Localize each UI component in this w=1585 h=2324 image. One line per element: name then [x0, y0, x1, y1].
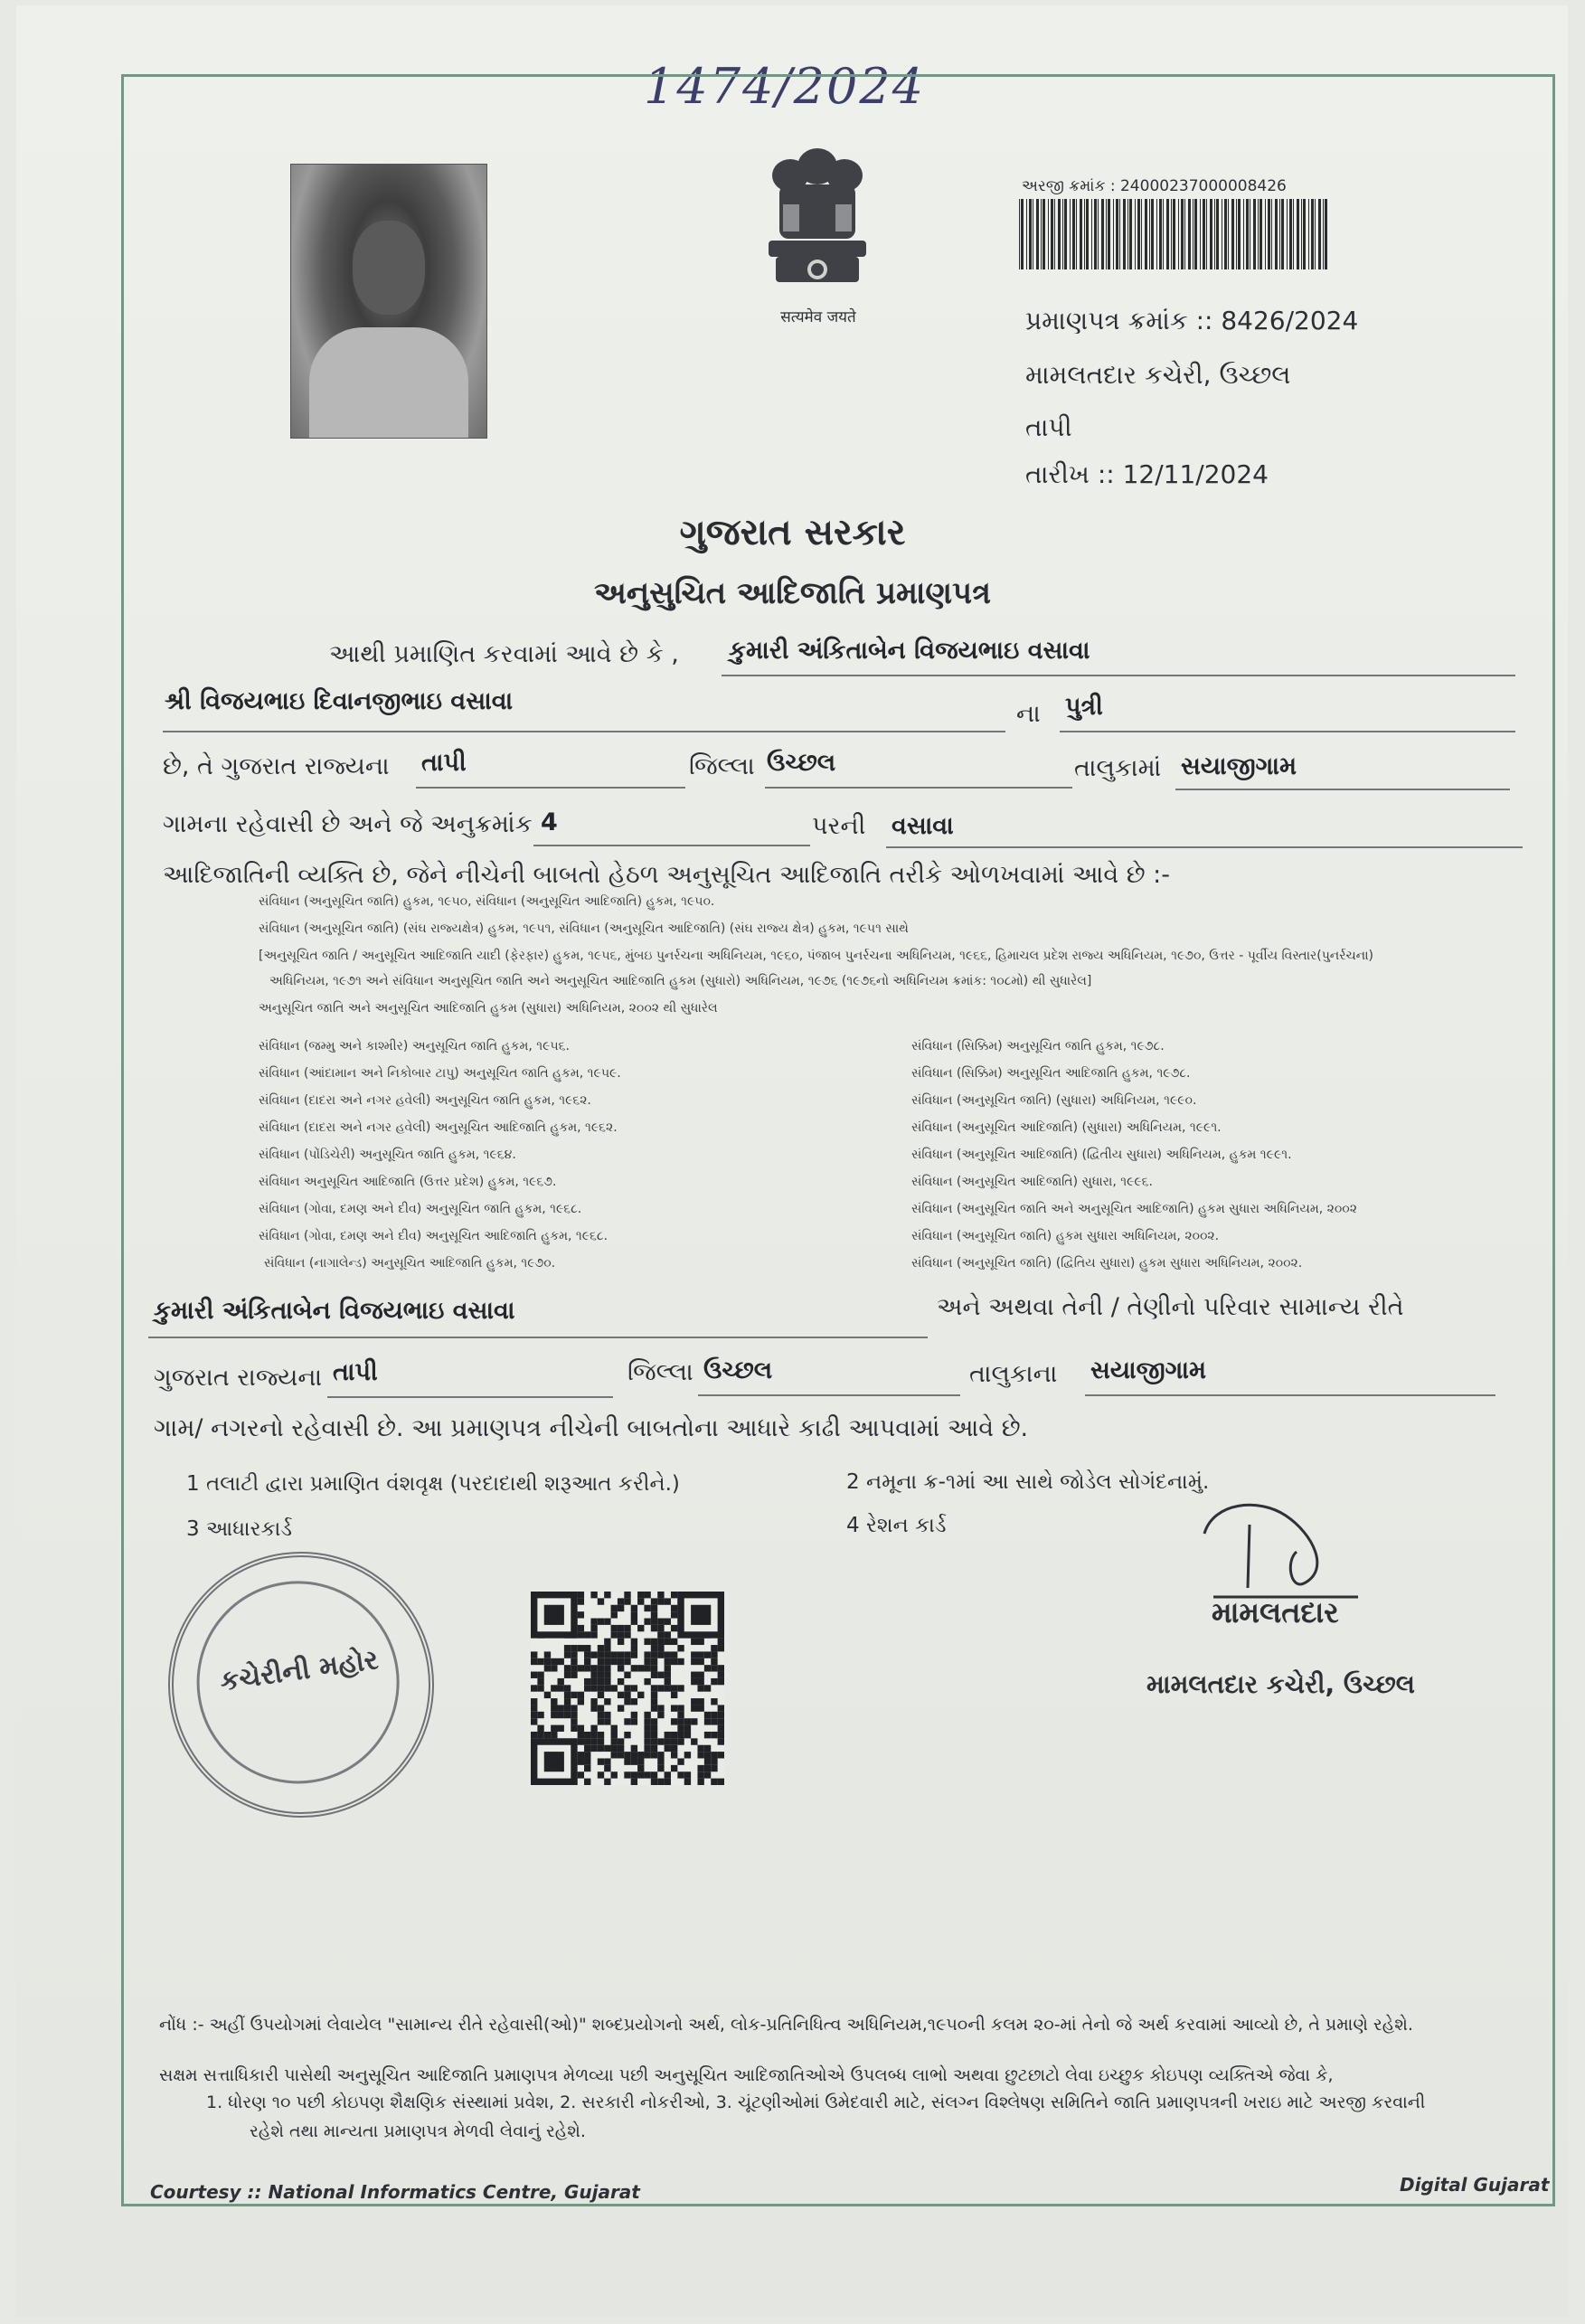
note-text: નોંધ :- અહીં ઉપયોગમાં લેવાયેલ "સામાન્ય રીતે રહેવાસી(ઓ)" શબ્દપ્રયોગનો અર્થ, લોક-પ્રતિનિધિત્વ અધિનિયમ,૧૯૫૦ની કલમ ૨૦-માં તેનો જે અર્થ કરવામાં આવ્યો છે, તે પ્રમાણે રહેશે. — [159, 2015, 1413, 2035]
note-text: રહેશે તથા માન્યતા પ્રમાણપત્ર મેળવી લેવાનું રહેશે. — [250, 2121, 586, 2141]
law-text: સંવિધાન (જમ્મુ અને કાશ્મીર) અનુસૂચિત જાતિ હુકમ, ૧૯૫૬. — [259, 1039, 570, 1053]
law-text: અનુસૂચિત જાતિ અને અનુસૂચિત આદિજાતિ હુકમ (સુધારા) અધિનિયમ, ૨૦૦૨ થી સુધારેલ — [259, 1001, 718, 1016]
family-text: અને અથવા તેની / તેણીનો પરિવાર સામાન્ય રીતે — [937, 1293, 1404, 1321]
issue-date: તારીખ :: 12/11/2024 — [1025, 459, 1269, 489]
application-number: અરજી ક્રમાંક : 24000237000008426 — [1022, 177, 1287, 195]
government-title: ગુજરાત સરકાર — [679, 512, 906, 553]
relation-connector: ના — [1016, 700, 1041, 728]
law-text: સંવિધાન અનુસૂચિત આદિજાતિ (ઉત્તર પ્રદેશ) હુકમ, ૧૯૬૭. — [259, 1175, 557, 1189]
law-text: સંવિધાન (સિક્કિમ) અનુસૂચિત જાતિ હુકમ, ૧૯૭૮. — [911, 1039, 1165, 1053]
law-text: સંવિધાન (અનુસૂચિત આદિજાતિ) સુધારા, ૧૯૯૬. — [911, 1175, 1153, 1189]
signature-icon — [1195, 1497, 1376, 1606]
resident-text: ગામના રહેવાસી છે અને જે અનુક્રમાંક — [163, 810, 533, 838]
taluka-label-2: તાલુકાના — [969, 1360, 1058, 1388]
recognition-text: આદિજાતિની વ્યક્તિ છે, જેને નીચેની બાબતો હેઠળ અનુસૂચિત આદિજાતિ તરીકે ઓળખવામાં આવે છે :- — [163, 861, 1171, 889]
note-text: 1. ધોરણ ૧૦ પછી કોઇપણ શૈક્ષણિક સંસ્થામાં પ્રવેશ, 2. સરકારી નોકરીઓ, 3. ચૂંટણીઓમાં ઉમેદવારી માટે, સંલગ્ન વિશ્લેષણ સમિતિને જાતિ પ્રમાણપત્રની ખરાઇ માટે અરજી કરવાની — [206, 2093, 1426, 2112]
certify-text: આથી પ્રમાણિત કરવામાં આવે છે કે , — [329, 640, 679, 668]
district-value-2: તાપી — [333, 1358, 378, 1386]
footer-courtesy: Courtesy :: National Informatics Centre, Gujarat — [150, 2181, 640, 2203]
issuing-district: તાપી — [1025, 412, 1072, 442]
applicant-name: કુમારી અંકિતાબેન વિજયભાઇ વસાવા — [729, 637, 1090, 665]
law-text: સંવિધાન (દાદરા અને નગર હવેલી) અનુસૂચિત આદિજાતિ હુકમ, ૧૯૬૨. — [259, 1120, 618, 1135]
law-text: સંવિધાન (અનુસૂચિત જાતિ) (સુધારા) અધિનિયમ, ૧૯૯૦. — [911, 1093, 1197, 1108]
tribe-value: વસાવા — [892, 812, 954, 840]
law-text: સંવિધાન (ગોવા, દમણ અને દીવ) અનુસૂચિત આદિજાતિ હુકમ, ૧૯૬૮. — [259, 1229, 609, 1243]
relation: પુત્રી — [1065, 693, 1103, 721]
district-value: તાપી — [421, 749, 467, 777]
law-text: [અનુસૂચિત જાતિ / અનુસૂચિત આદિજાતિ યાદી (ફેરફાર) હુકમ, ૧૯૫૬, મુંબઇ પુનર્રચના અધિનિયમ, ૧૯૬૦, પંજાબ પુનર્રચના અધિનિયમ, ૧૯૬૬, હિમાચલ પ્રદેશ રાજ્ય અધિનિયમ, ૧૯૭૦, ઉત્તર - પૂર્વીય વિસ્તાર(પુનર્રચના) — [259, 949, 1373, 963]
law-text: સંવિધાન (અનુસૂચિત જાતિ) (સંઘ રાજ્યક્ષેત્ર) હુકમ, ૧૯૫૧, સંવિધાન (અનુસૂચિત આદિજાતિ) (સંઘ રાજ્ય ક્ષેત્ર) હુકમ, ૧૯૫૧ સાથે — [259, 921, 909, 936]
issuing-office: મામલતદાર કચેરી, ઉચ્છલ — [1025, 360, 1291, 390]
law-text: સંવિધાન (અનુસૂચિત આદિજાતિ) (દ્વિતીય સુધારા) અધિનિયમ, હુકમ ૧૯૯૧. — [911, 1148, 1292, 1162]
law-text: સંવિધાન (અનુસૂચિત જાતિ) હુકમ, ૧૯૫૦, સંવિધાન (અનુસૂચિત આદિજાતિ) હુકમ, ૧૯૫૦. — [259, 894, 715, 909]
state-label-2: ગુજરાત રાજ્યના — [154, 1364, 323, 1392]
law-text: સંવિધાન (અનુસૂચિત જાતિ અને અનુસૂચિત આદિજાતિ) હુકમ સુધારા અધિનિયમ, ૨૦૦૨ — [911, 1202, 1357, 1216]
national-emblem-icon — [756, 141, 879, 295]
footer-brand: Digital Gujarat — [1400, 2174, 1550, 2196]
law-text: સંવિધાન (દાદરા અને નગર હવેલી) અનુસૂચિત જાતિ હુકમ, ૧૯૬૨. — [259, 1093, 591, 1108]
law-text: સંવિધાન (ગોવા, દમણ અને દીવ) અનુસૂચિત જાતિ હુકમ, ૧૯૬૮. — [259, 1202, 582, 1216]
taluka-value: ઉચ્છલ — [767, 749, 836, 777]
father-name: શ્રી વિજયભાઇ દિવાનજીભાઇ વસાવા — [165, 687, 514, 715]
note-text: સક્ષમ સત્તાધિકારી પાસેથી અનુસૂચિત આદિજાતિ પ્રમાણપત્ર મેળવ્યા પછી અનુસૂચિત આદિજાતિઓએ ઉપલબ્ધ લાભો અથવા છુટછાટો લેવા ઇચ્છુક કોઇપણ વ્યક્તિએ જેવા કે, — [159, 2065, 1334, 2085]
taluka-value-2: ઉચ્છલ — [703, 1356, 773, 1384]
law-text: સંવિધાન (અનુસૂચિત આદિજાતિ) (સુધારા) અધિનિયમ, ૧૯૯૧. — [911, 1120, 1222, 1135]
district-label: જિલ્લા — [689, 752, 755, 780]
basis-item-3: 3 આધારકાર્ડ — [186, 1517, 293, 1541]
serial-number: 4 — [541, 808, 558, 836]
law-text: સંવિધાન (અનુસૂચિત જાતિ) (દ્વિતિય સુધારા) હુકમ સુધારા અધિનિયમ, ૨૦૦૨. — [911, 1256, 1303, 1271]
qr-code-icon — [530, 1592, 725, 1785]
certificate-title: અનુસુચિત આદિજાતિ પ્રમાણપત્ર — [593, 575, 992, 611]
emblem-motto: सत्यमेव जयते — [780, 308, 856, 326]
basis-item-2: 2 નમૂના ક્ર-૧માં આ સાથે જોડેલ સોગંદનામું. — [846, 1470, 1210, 1494]
certificate-number: પ્રમાણપત્ર ક્રમાંક :: 8426/2024 — [1025, 306, 1359, 335]
village-value-2: સયાજીગામ — [1090, 1356, 1207, 1384]
basis-text: ગામ/ નગરનો રહેવાસી છે. આ પ્રમાણપત્ર નીચેની બાબતોના આધારે કાઢી આપવામાં આવે છે. — [154, 1414, 1029, 1442]
basis-item-1: 1 તલાટી દ્વારા પ્રમાણિત વંશવૃક્ષ (પરદાદાથી શરૂઆત કરીને.) — [186, 1472, 680, 1496]
signatory-office: મામલતદાર કચેરી, ઉચ્છલ — [1146, 1669, 1415, 1699]
law-text: સંવિધાન (અનુસૂચિત જાતિ) હુકમ સુધારા અધિનિયમ, ૨૦૦૨. — [911, 1229, 1220, 1243]
applicant-photo — [290, 164, 487, 439]
law-text: સંવિધાન (નાગાલેન્ડ) અનુસૂચિત આદિજાતિ હુકમ, ૧૯૭૦. — [264, 1256, 556, 1271]
district-label-2: જિલ્લા — [627, 1358, 693, 1386]
village-value: સયાજીગામ — [1181, 752, 1297, 780]
law-text: સંવિધાન (સિક્કિમ) અનુસૂચિત આદિજાતિ હુકમ, ૧૯૭૮. — [911, 1066, 1191, 1081]
state-text: છે, તે ગુજરાત રાજ્યના — [163, 752, 390, 780]
office-seal-stamp: કચેરીની મહોર — [151, 1535, 451, 1835]
basis-item-4: 4 રેશન કાર્ડ — [846, 1514, 947, 1537]
barcode-icon — [1019, 199, 1331, 269]
law-text: સંવિધાન (આંદામાન અને નિકોબાર ટાપુ) અનુસૂચિત જાતિ હુકમ, ૧૯૫૯. — [259, 1066, 621, 1081]
on-text: પરની — [812, 812, 866, 840]
applicant-name-repeat: કુમારી અંકિતાબેન વિજયભાઇ વસાવા — [154, 1297, 515, 1325]
handwritten-register-number: 1474/2024 — [644, 58, 926, 115]
law-text: સંવિધાન (પોંડિચેરી) અનુસૂચિત જાતિ હુકમ, ૧૯૬૪. — [259, 1148, 516, 1162]
signatory-title: મામલતદાર — [1212, 1595, 1339, 1630]
taluka-label: તાલુકામાં — [1074, 754, 1162, 782]
law-text: અધિનિયમ, ૧૯૭૧ અને સંવિધાન અનુસૂચિત જાતિ અને અનુસૂચિત આદિજાતિ હુકમ (સુધારો) અધિનિયમ, ૧૯૭૬ (૧૯૭૬નો અધિનિયમ ક્રમાંક: ૧૦૮મો) થી સુધારેલ] — [269, 974, 1092, 988]
